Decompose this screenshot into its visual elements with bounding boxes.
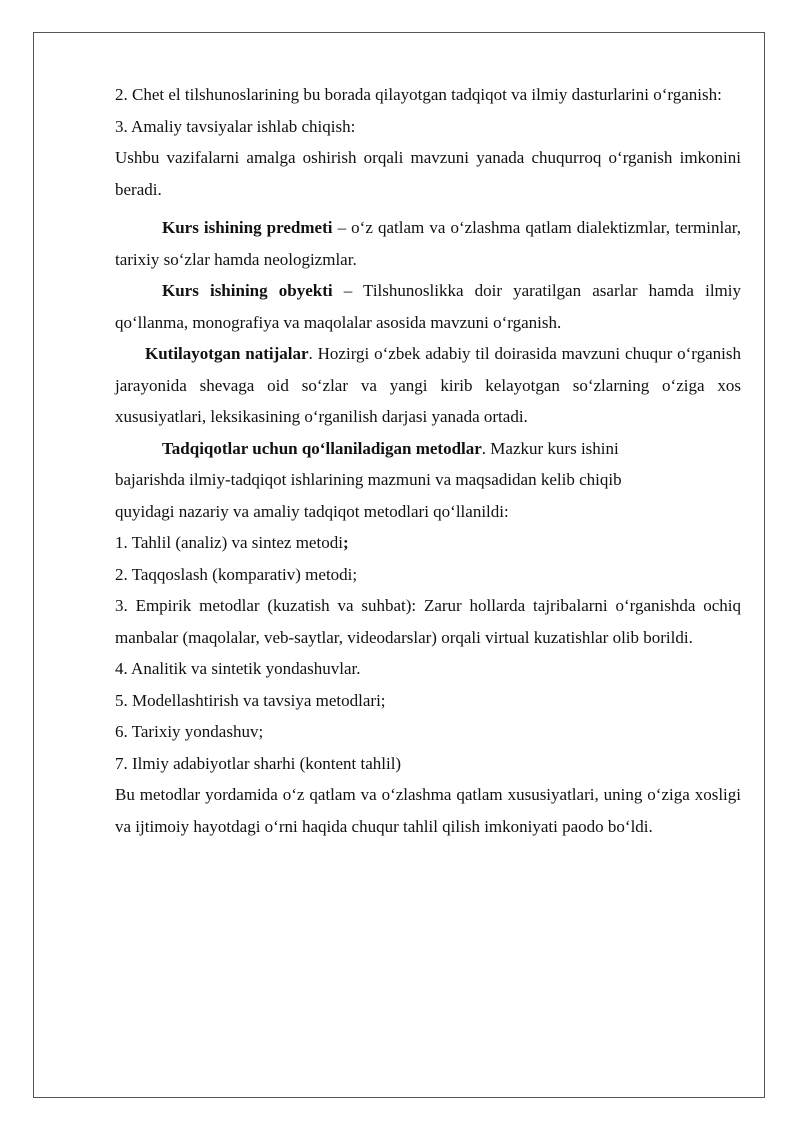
method-item-1-mark: ; (342, 533, 349, 552)
method-item-7: 7. Ilmiy adabiyotlar sharhi (kontent tahlil) (115, 753, 402, 773)
document-body (115, 79, 741, 842)
course-subject-text: – o‘z qatlam va o‘zlashma qatlam dialektizmlar, terminlar, tarixiy so‘zlar hamda neologizmlar. (115, 218, 741, 269)
methods-intro-line-1: . Mazkur kurs ishini (481, 438, 619, 458)
methods-intro-line-2: bajarishda ilmiy-tadqiqot ishlarining mazmuni va maqsadidan kelib chiqib (115, 470, 622, 489)
methods-intro-line-3: quyidagi nazariy va amaliy tadqiqot metodlari qo‘llanildi: (115, 501, 509, 521)
method-item-3: 3. Empirik metodlar (kuzatish va suhbat): Zarur hollarda tajribalarni o‘rganishda ochiq manbalar (maqolalar, veb-saytlar, videodarslar) orqali virtual kuzatishlar olib borildi. (115, 596, 741, 647)
method-item-6: 6. Tarixiy yondashuv; (115, 722, 264, 741)
methods-label: Tadqiqotlar uchun qo‘llaniladigan metodlar (162, 438, 482, 458)
method-item-4: 4. Analitik va sintetik yondashuvlar. (115, 659, 361, 678)
course-object-paragraph (115, 275, 741, 338)
method-item-5: 5. Modellashtirish va tavsiya metodlari; (115, 690, 386, 710)
expected-results-label: Kutilayotgan natijalar (145, 344, 309, 363)
course-object-label: Kurs ishining obyekti (162, 281, 333, 300)
methods-paragraph (115, 433, 741, 465)
tasks-summary: Ushbu vazifalarni amalga oshirish orqali mavzuni yanada chuqurroq o‘rganish imkonini beradi. (115, 148, 741, 199)
task-item-2: 2. Chet el tilshunoslarining bu borada qilayotgan tadqiqot va ilmiy dasturlarini o‘rganish: (115, 85, 722, 104)
expected-results-paragraph (115, 338, 741, 433)
methods-conclusion: Bu metodlar yordamida o‘z qatlam va o‘zlashma qatlam xususiyatlari, uning o‘ziga xosligi va ijtimoiy hayotdagi o‘rni haqida chuqur tahlil qilish imkoniyati paodo bo‘ldi. (115, 785, 741, 836)
expected-results-text: . Hozirgi o‘zbek adabiy til doirasida mavzuni chuqur o‘rganish jarayonida shevaga oid so‘zlar va yangi kirib kelayotgan so‘zlarning o‘ziga xos xususiyatlari, leksikasining o‘rganilish darjasi yanada ortadi. (115, 344, 741, 426)
course-subject-label: Kurs ishining predmeti (162, 218, 333, 237)
course-object-text: – Tilshunoslikka doir yaratilgan asarlar hamda ilmiy qo‘llanma, monografiya va maqolalar asosida mavzuni o‘rganish. (115, 281, 741, 332)
method-item-1 (115, 527, 741, 559)
method-item-1-text: 1. Tahlil (analiz) va sintez metodi (115, 533, 343, 552)
method-item-2: 2. Taqqoslash (komparativ) metodi; (115, 564, 358, 584)
task-item-3: 3. Amaliy tavsiyalar ishlab chiqish: (115, 116, 356, 136)
course-subject-paragraph (115, 212, 741, 275)
